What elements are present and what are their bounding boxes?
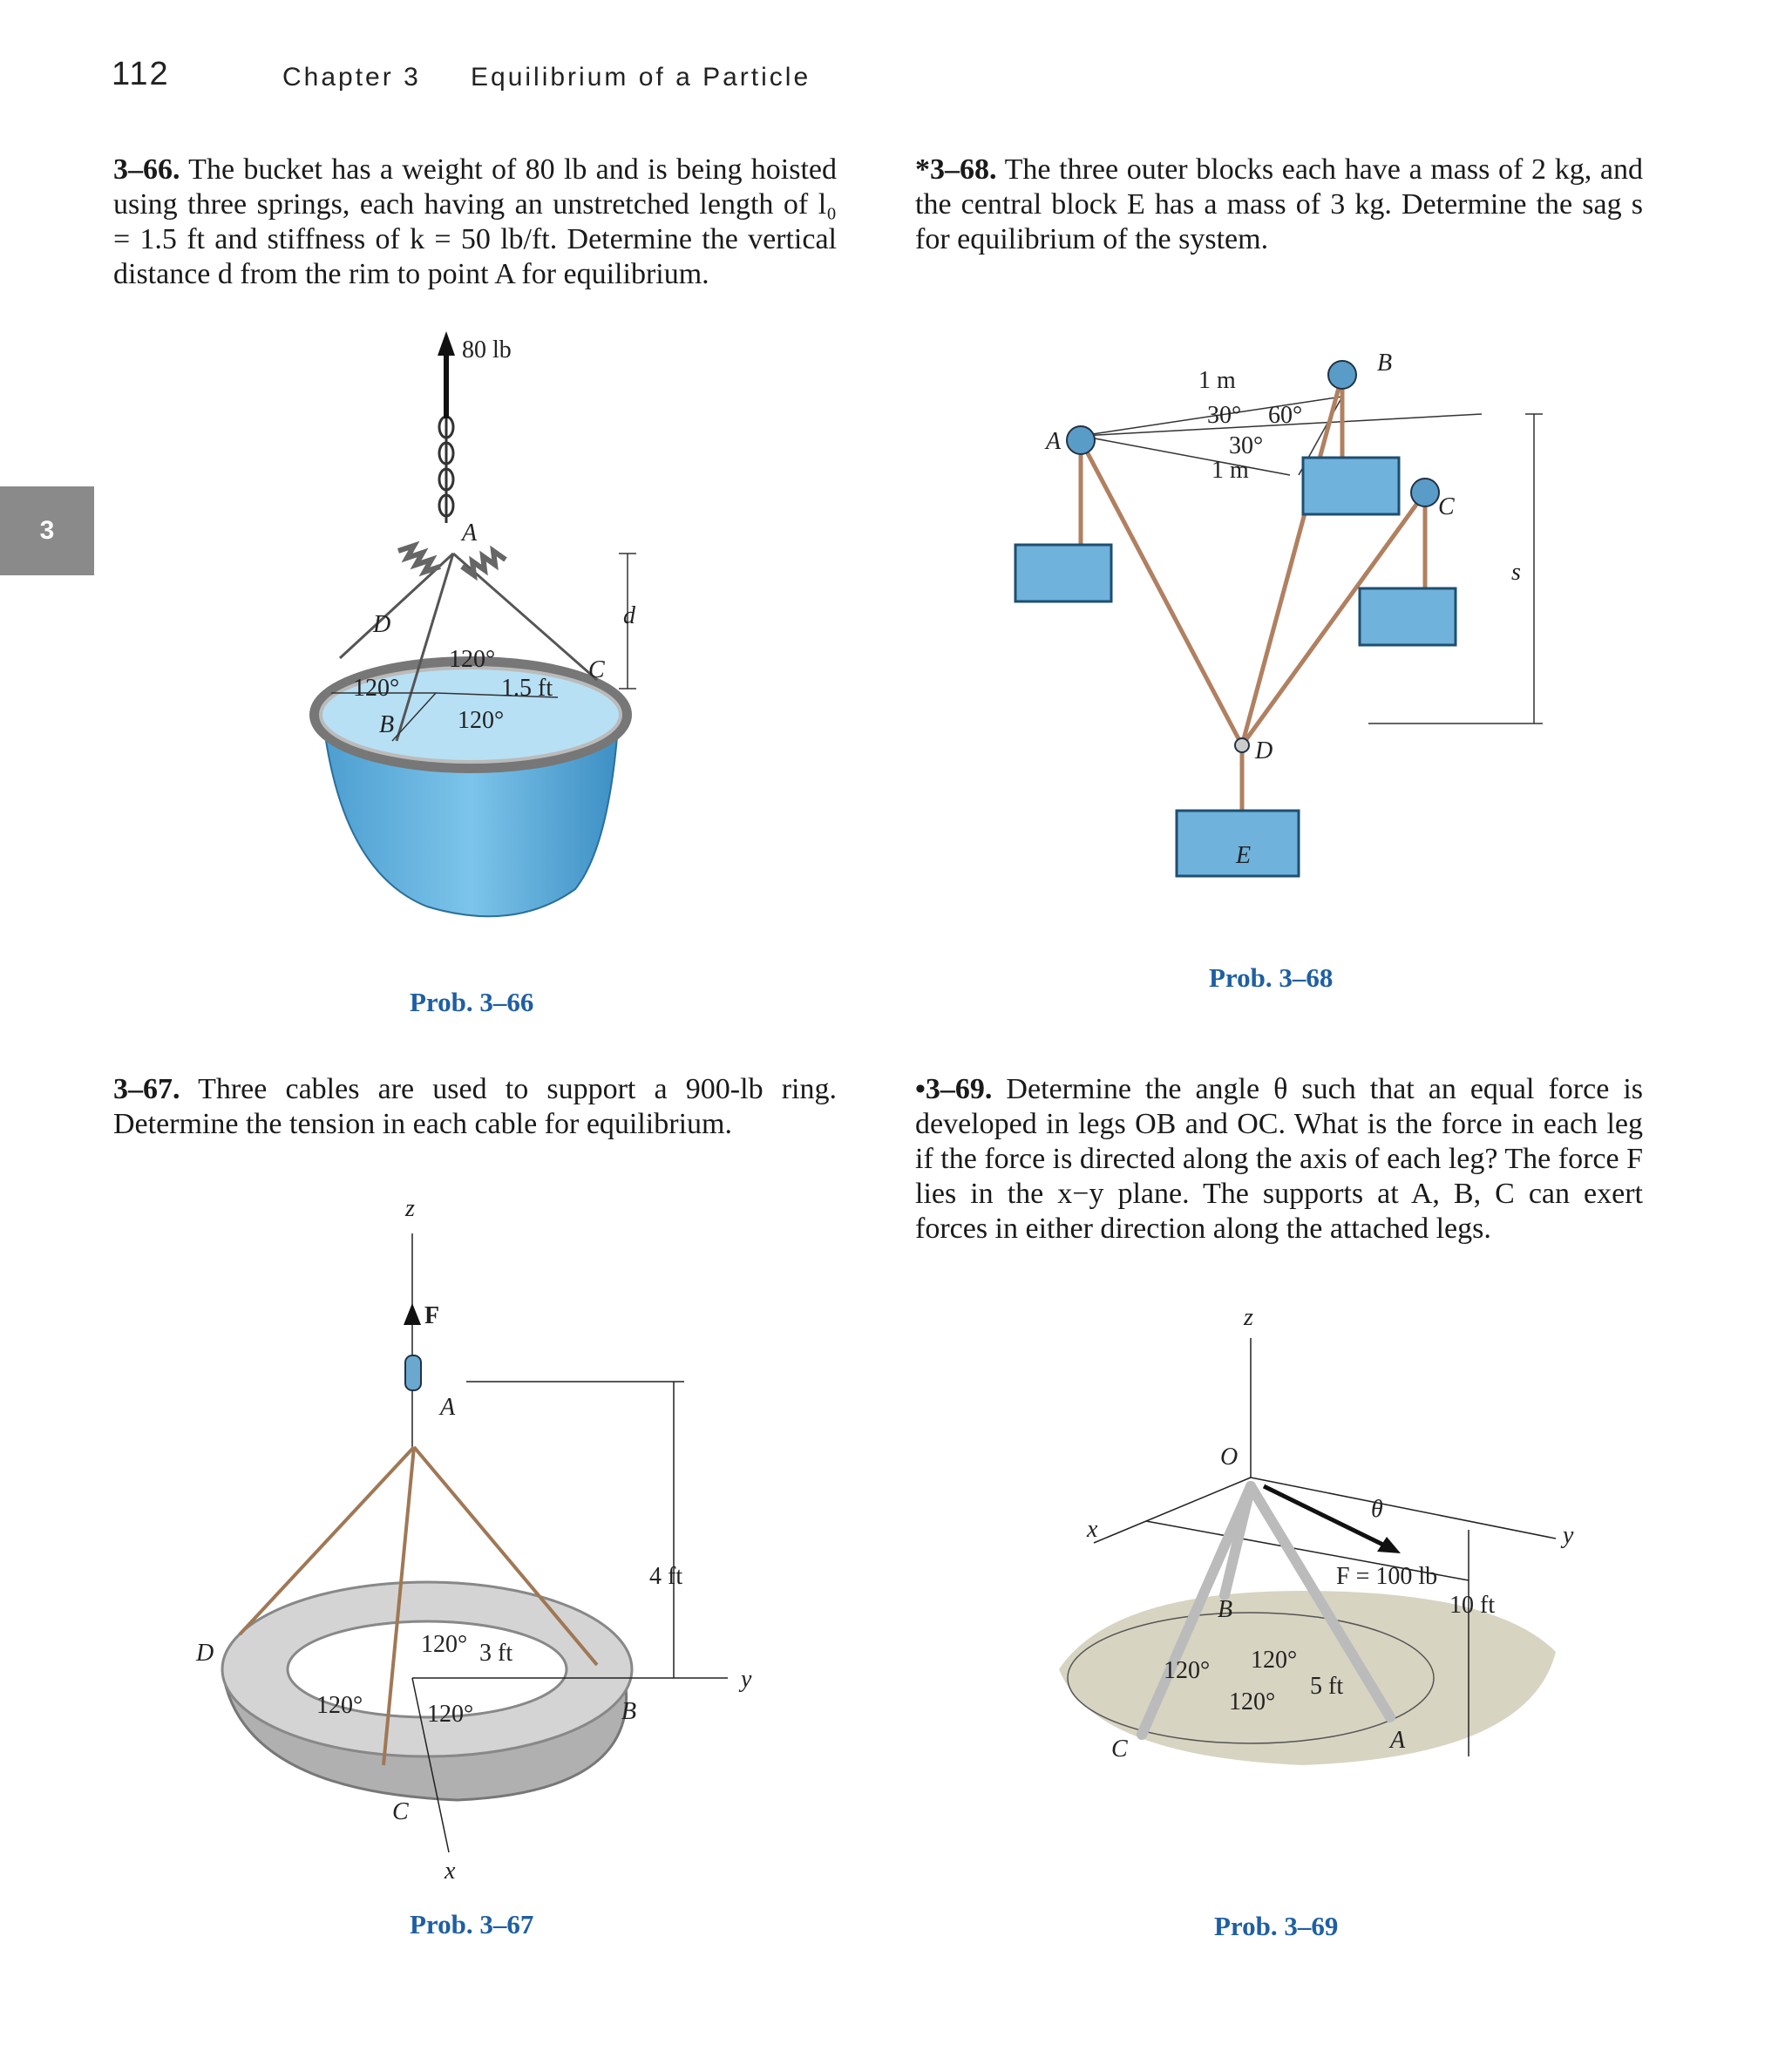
ring bbox=[222, 1582, 632, 1800]
label-A: A bbox=[440, 1394, 456, 1421]
label-theta: θ bbox=[1371, 1496, 1383, 1523]
label-z: z bbox=[405, 1195, 415, 1222]
label-C: C bbox=[588, 656, 605, 683]
label-y: y bbox=[741, 1666, 752, 1693]
problem-3-69 bbox=[915, 1072, 1643, 1247]
problem-3-68 bbox=[915, 153, 1643, 257]
label-B: B bbox=[379, 711, 395, 738]
label-angle-1: 120° bbox=[1164, 1657, 1211, 1684]
label-E: E bbox=[1236, 842, 1252, 869]
label-B: B bbox=[621, 1698, 637, 1725]
label-y: y bbox=[1563, 1522, 1574, 1549]
problem-text: The bucket has a weight of 80 lb and is being hoisted using three springs, each having an unstretched length of l₀ = 1.5 ft and stiffness of k = 50 lb/ft. Determine the vertical distance d from the rim to point A for equilibrium. bbox=[113, 153, 837, 290]
label-angle-30a: 30° bbox=[1207, 402, 1242, 429]
problem-3-67 bbox=[113, 1072, 837, 1142]
label-A: A bbox=[1390, 1727, 1406, 1754]
label-D: D bbox=[373, 611, 391, 638]
label-angle-3: 120° bbox=[458, 707, 505, 734]
label-D: D bbox=[196, 1640, 214, 1667]
label-A: A bbox=[462, 520, 478, 547]
problem-text: Determine the angle θ such that an equal force is developed in legs OB and OC. What is the force in each leg if the force is directed along the axis of each leg? The force F lies in the x−y plane. The supports at A, B, C can exert forces in either direction along the attached legs. bbox=[915, 1073, 1644, 1245]
page-header bbox=[112, 56, 811, 93]
problem-number: *3–68. bbox=[915, 153, 997, 186]
chapter-title: Equilibrium of a Particle bbox=[471, 63, 811, 92]
label-len-1: 1 m bbox=[1198, 367, 1236, 394]
problem-3-66 bbox=[113, 153, 837, 292]
page-number: 112 bbox=[112, 56, 170, 92]
geometry-lines bbox=[1081, 397, 1543, 724]
label-z: z bbox=[1244, 1304, 1253, 1331]
caption-3-68: Prob. 3–68 bbox=[1209, 962, 1334, 993]
label-radius: 1.5 ft bbox=[501, 675, 553, 702]
problem-text: Three cables are used to support a 900-lb ring. Determine the tension in each cable for equilibrium. bbox=[113, 1073, 838, 1140]
label-len-2: 1 m bbox=[1211, 457, 1249, 484]
problem-number: 3–66. bbox=[113, 153, 180, 186]
figure-3-69-tripod bbox=[1042, 1303, 1608, 1809]
label-x: x bbox=[445, 1858, 456, 1885]
label-angle-2: 120° bbox=[353, 675, 400, 702]
label-C: C bbox=[1438, 493, 1455, 520]
label-D: D bbox=[1255, 737, 1273, 764]
label-angle-1: 120° bbox=[449, 646, 496, 673]
problem-number: •3–69. bbox=[915, 1073, 993, 1105]
label-angle-2: 120° bbox=[1251, 1647, 1298, 1674]
label-force: 80 lb bbox=[462, 336, 512, 363]
label-angle-1: 120° bbox=[421, 1631, 468, 1658]
label-O: O bbox=[1220, 1444, 1239, 1471]
problem-text: The three outer blocks each have a mass of 2 kg, and the central block E has a mass of 3 kg. Determine the sag s for equilibrium of the system. bbox=[915, 153, 1643, 255]
label-angle-3: 120° bbox=[427, 1701, 474, 1728]
label-angle-30b: 30° bbox=[1229, 432, 1264, 459]
label-angle-3: 120° bbox=[1229, 1688, 1276, 1715]
label-B: B bbox=[1377, 350, 1393, 377]
label-radius: 3 ft bbox=[479, 1640, 513, 1667]
caption-3-66: Prob. 3–66 bbox=[410, 987, 534, 1017]
problem-number: 3–67. bbox=[113, 1073, 180, 1105]
label-radius: 5 ft bbox=[1310, 1673, 1344, 1700]
caption-3-69: Prob. 3–69 bbox=[1214, 1911, 1339, 1941]
figure-3-66-bucket bbox=[288, 331, 671, 941]
label-angle-2: 120° bbox=[316, 1692, 363, 1719]
label-F: F = 100 lb bbox=[1336, 1563, 1438, 1590]
caption-3-67: Prob. 3–67 bbox=[410, 1909, 534, 1940]
chapter-side-tab: 3 bbox=[0, 486, 94, 575]
figure-3-67-ring bbox=[187, 1190, 771, 1887]
label-B: B bbox=[1218, 1596, 1233, 1623]
label-height: 10 ft bbox=[1449, 1592, 1496, 1619]
label-A: A bbox=[1046, 428, 1062, 455]
chapter-label: Chapter 3 bbox=[282, 63, 421, 92]
label-F: F bbox=[424, 1302, 440, 1329]
label-x: x bbox=[1087, 1516, 1098, 1543]
force-arrow bbox=[404, 1303, 421, 1325]
label-C: C bbox=[392, 1798, 409, 1825]
figure-3-68-blocks bbox=[994, 336, 1543, 893]
label-height: 4 ft bbox=[649, 1563, 683, 1590]
label-C: C bbox=[1111, 1736, 1128, 1763]
label-d: d bbox=[623, 602, 635, 629]
label-angle-60: 60° bbox=[1268, 402, 1303, 429]
label-s: s bbox=[1511, 559, 1521, 586]
